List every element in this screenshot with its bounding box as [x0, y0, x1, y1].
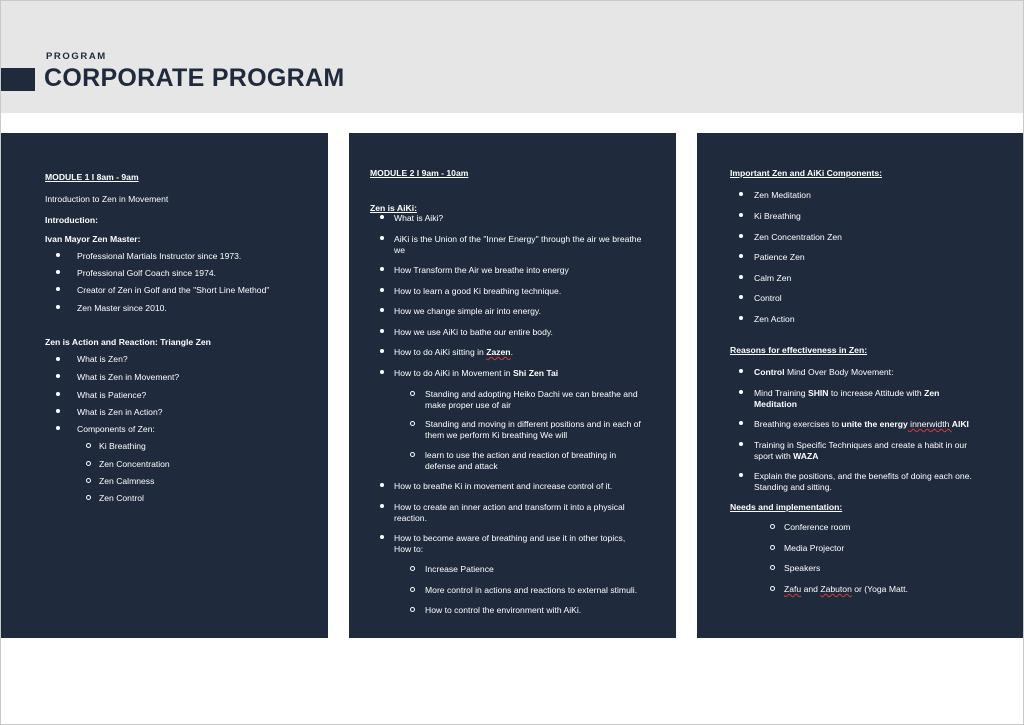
module-1-panel [1, 133, 328, 638]
aiki-item-cont: we [394, 245, 405, 255]
master-item: Creator of Zen in Golf and the "Short Line Method" [77, 285, 270, 295]
sub-item-line1: learn to use the action and reaction of breathing in [425, 450, 617, 460]
triangle-item: What is Patience? [77, 390, 147, 400]
page-title: CORPORATE PROGRAM [44, 64, 345, 92]
component-item: Calm Zen [754, 273, 792, 283]
component-item: Zen Calmness [99, 476, 155, 486]
reason-bold: SHIN [807, 388, 829, 398]
module-2-heading: MODULE 2 I 9am - 10am [370, 168, 469, 178]
bullet-dot [739, 254, 743, 258]
shizentai-prefix: How to do AiKi in Movement in [394, 368, 513, 378]
aiki-item: How to breathe Ki in movement and increase control of it. [394, 481, 613, 491]
reasons-label: Reasons for effectiveness in Zen: [730, 345, 868, 355]
triangle-item: What is Zen in Movement? [77, 372, 180, 382]
reason-item-cont: Standing and sitting. [754, 482, 832, 492]
bullet-dot [380, 504, 384, 508]
component-item: Zen Action [754, 314, 795, 324]
reason-item-cont [754, 451, 818, 461]
bullet-dot [56, 305, 60, 309]
needs-label: Needs and implementation: [730, 502, 843, 512]
reason-item: Training in Specific Techniques and create a habit in our [754, 440, 968, 450]
bullet-dot [380, 483, 384, 487]
triangle-item: What is Zen in Action? [77, 407, 163, 417]
bullet-dot [56, 374, 60, 378]
need-text: or (Yoga Matt. [851, 584, 908, 594]
reason-item [754, 419, 969, 429]
aiki-item: How to learn a good Ki breathing technique. [394, 286, 562, 296]
bullet-ring [410, 607, 415, 612]
need-item: Conference room [784, 522, 851, 532]
triangle-zen-label: Zen is Action and Reaction: Triangle Zen [45, 337, 211, 347]
need-text: Zabuton [820, 584, 852, 594]
reason-item [754, 367, 893, 377]
reason-bold: unite the energy [841, 419, 908, 429]
master-item: Zen Master since 2010. [77, 303, 167, 313]
bullet-dot [56, 270, 60, 274]
bullet-dot [56, 409, 60, 413]
bullet-ring [770, 545, 775, 550]
reason-item [754, 388, 939, 398]
component-item: Zen Concentration Zen [754, 232, 842, 242]
bullet-dot [56, 357, 60, 361]
aiki-label: Zen is AiKi: [370, 203, 417, 213]
aiki-item: How we use AiKi to bathe our entire body. [394, 327, 553, 337]
bullet-dot [380, 288, 384, 292]
bullet-dot [56, 287, 60, 291]
howto-item: Increase Patience [425, 564, 494, 574]
sub-item-line2: make proper use of air [425, 400, 511, 410]
bullet-dot [739, 473, 743, 477]
sub-item-line1: Standing and adopting Heiko Dachi we can breathe and [425, 389, 638, 399]
reason-text: Mind Over Body Movement: [784, 367, 894, 377]
howto-item: More control in actions and reactions to external stimuli. [425, 585, 638, 595]
bullet-dot [380, 267, 384, 271]
aiki-item: How we change simple air into energy. [394, 306, 541, 316]
bullet-ring [410, 452, 415, 457]
module-2-panel [349, 133, 676, 638]
need-text: Zafu [784, 584, 802, 594]
component-item: Ki Breathing [99, 441, 146, 451]
bullet-dot [739, 316, 743, 320]
bullet-dot [739, 234, 743, 238]
aiki-item-cont: reaction. [394, 513, 427, 523]
header-band [1, 1, 1023, 113]
bullet-dot [380, 535, 384, 539]
zazen-suffix: . [510, 347, 513, 357]
shizentai-term: Shi Zen Tai [512, 368, 559, 378]
component-item: Zen Meditation [754, 190, 811, 200]
triangle-item: Components of Zen: [77, 424, 155, 434]
bullet-dot [739, 192, 743, 196]
component-item: Patience Zen [754, 252, 805, 262]
need-item: Media Projector [784, 543, 845, 553]
aiki-item: What is Aiki? [394, 213, 444, 223]
component-item: Ki Breathing [754, 211, 801, 221]
bullet-ring [770, 586, 775, 591]
bullet-dot [56, 426, 60, 430]
reason-bold: WAZA [793, 451, 819, 461]
bullet-dot [380, 236, 384, 240]
bullet-ring [770, 565, 775, 570]
component-item: Zen Control [99, 493, 144, 503]
bullet-ring [410, 566, 415, 571]
title-accent-bar [1, 68, 35, 91]
howto-item: How to control the environment with AiKi. [425, 605, 582, 615]
bullet-dot [739, 213, 743, 217]
bullet-ring [86, 495, 91, 500]
sub-item-line2: defense and attack [425, 461, 498, 471]
reason-bold: Control [754, 367, 785, 377]
aiki-item: AiKi is the Union of the "Inner Energy" through the air we breathe [394, 234, 642, 244]
aiki-item: How to create an inner action and transform it into a physical [394, 502, 625, 512]
bullet-dot [380, 329, 384, 333]
zazen-term: Zazen [486, 347, 511, 357]
zazen-prefix: How to do AiKi sitting in [394, 347, 487, 357]
reason-text: to increase Attitude with [828, 388, 925, 398]
bullet-dot [56, 253, 60, 257]
bullet-dot [739, 442, 743, 446]
components-label: Important Zen and AiKi Components: [730, 168, 882, 178]
module-3-panel [697, 133, 1023, 638]
component-item: Zen Concentration [99, 459, 170, 469]
bullet-ring [86, 443, 91, 448]
triangle-item: What is Zen? [77, 354, 128, 364]
bullet-ring [410, 421, 415, 426]
bullet-dot [739, 369, 743, 373]
module-1-heading: MODULE 1 I 8am - 9am [45, 172, 139, 182]
aiki-item-zazen [394, 347, 513, 357]
bullet-dot [56, 392, 60, 396]
bullet-dot [739, 295, 743, 299]
aiki-item: How Transform the Air we breathe into energy [394, 265, 569, 275]
reason-text: Mind Training [754, 388, 808, 398]
bullet-ring [410, 587, 415, 592]
need-item [784, 584, 908, 594]
reason-item-cont: Meditation [754, 399, 797, 409]
master-item-text: Professional Martials Instructor since 1973. [77, 251, 242, 261]
introduction-label: Introduction: [45, 215, 98, 225]
component-item: Control [754, 293, 782, 303]
bullet-dot [739, 421, 743, 425]
intro-line: Introduction to Zen in Movement [45, 194, 169, 204]
aiki-item-shizentai [394, 368, 558, 378]
reason-text: innerwidth [907, 419, 952, 429]
master-item [77, 251, 241, 261]
bullet-ring [86, 478, 91, 483]
reason-bold: Zen [924, 388, 940, 398]
bullet-ring [86, 461, 91, 466]
master-label: Ivan Mayor Zen Master: [45, 234, 141, 244]
sub-item-line1: Standing and moving in different positions and in each of [425, 419, 641, 429]
reason-text: Breathing exercises to [754, 419, 842, 429]
reason-text: sport with [754, 451, 794, 461]
bullet-ring [410, 391, 415, 396]
bullet-dot [739, 275, 743, 279]
reason-bold: AIKI [951, 419, 969, 429]
sub-item-line2: them we perform Ki breathing We will [425, 430, 568, 440]
bullet-dot [380, 370, 384, 374]
aiki-item: How to become aware of breathing and use it in other topics, [394, 533, 626, 543]
reason-item: Explain the positions, and the benefits of doing each one. [754, 471, 972, 481]
bullet-dot [739, 390, 743, 394]
need-text: and [801, 584, 821, 594]
section-kicker: PROGRAM [46, 51, 107, 62]
master-item: Professional Golf Coach since 1974. [77, 268, 217, 278]
bullet-dot [380, 308, 384, 312]
bullet-dot [380, 349, 384, 353]
bullet-ring [770, 524, 775, 529]
aiki-item-cont: How to: [394, 544, 424, 554]
bullet-dot [380, 215, 384, 219]
need-item: Speakers [784, 563, 821, 573]
